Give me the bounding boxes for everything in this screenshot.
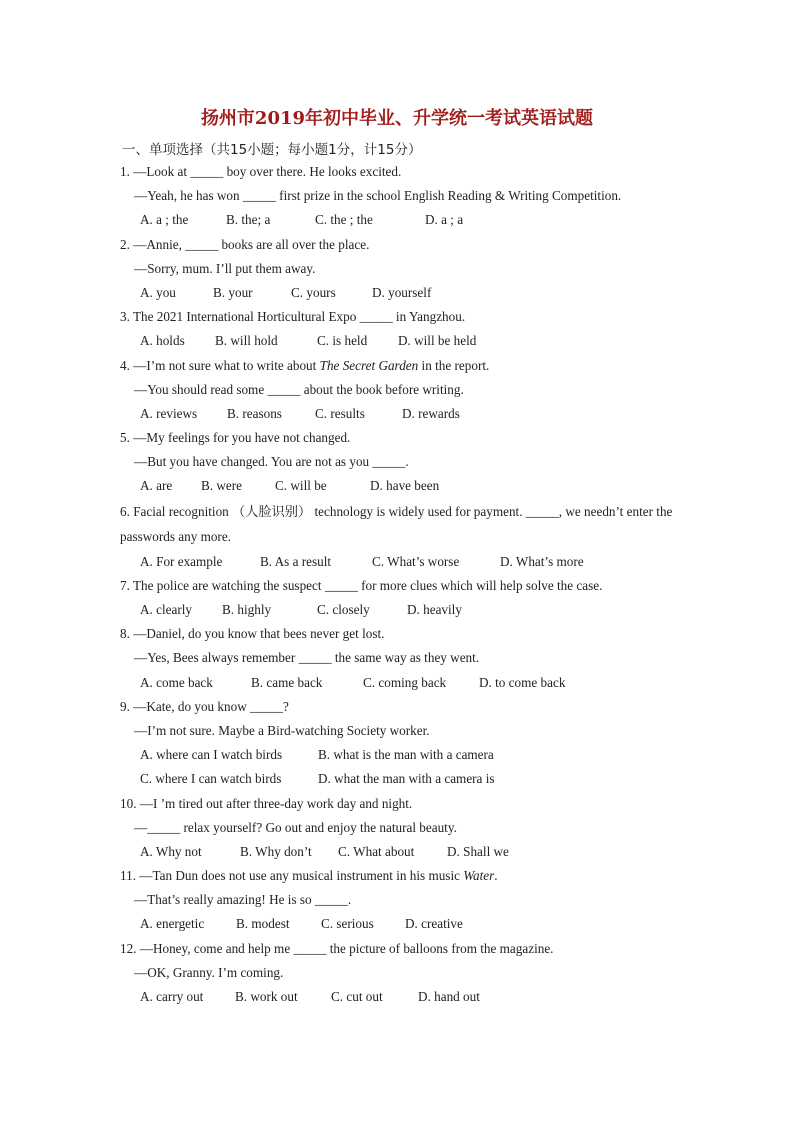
option-c: C. the ; the	[315, 212, 373, 228]
question-11-text-c: .	[494, 868, 498, 884]
question-8-options	[120, 671, 680, 695]
question-1-options	[120, 208, 680, 232]
option-d: D. have been	[370, 478, 440, 494]
question-11-text-a: 11. —Tan Dun does not use any musical instrument in his music	[120, 868, 464, 884]
question-5-options	[120, 474, 680, 498]
option-d: D. yourself	[372, 284, 432, 300]
question-12-line-1: 12. —Honey, come and help me _____ the picture of balloons from the magazine.	[120, 940, 554, 956]
question-6-options	[120, 550, 680, 574]
music-title: Water	[463, 868, 495, 884]
option-a: A. energetic	[140, 916, 205, 932]
question-list	[120, 160, 680, 1009]
question-2-line-2: —Sorry, mum. I’ll put them away.	[134, 260, 316, 276]
option-d: D. What’s more	[500, 553, 584, 569]
option-d: D. to come back	[479, 674, 566, 690]
option-b: B. Why don’t	[240, 843, 312, 859]
option-a: A. clearly	[140, 602, 192, 617]
option-c: C. What’s worse	[372, 553, 460, 569]
option-c: C. cut out	[331, 989, 383, 1004]
question-3-options	[120, 329, 680, 353]
question-1-line-1: 1. —Look at _____ boy over there. He looks excited.	[120, 164, 402, 179]
option-a: A. Why not	[140, 843, 202, 859]
question-10-line-2: —_____ relax yourself? Go out and enjoy the natural beauty.	[134, 819, 457, 835]
question-4-options	[120, 402, 680, 426]
question-7-options	[120, 598, 680, 622]
option-a: A. For example	[140, 553, 223, 569]
question-11-line-1	[120, 864, 680, 888]
option-b: B. what is the man with a camera	[318, 747, 494, 763]
question-11-line-2: —That’s really amazing! He is so _____.	[134, 892, 352, 908]
question-9-options-row-2	[120, 767, 680, 791]
question-4-text-c: in the report.	[418, 357, 490, 373]
question-3-line-1: 3. The 2021 International Horticultural Expo _____ in Yangzhou.	[120, 309, 466, 325]
question-12-options	[120, 985, 680, 1009]
option-b: B. work out	[235, 989, 298, 1004]
option-c: C. where I can watch birds	[140, 771, 282, 787]
option-a: A. reviews	[140, 405, 198, 421]
option-b: B. modest	[236, 916, 290, 932]
question-11-options	[120, 912, 680, 936]
question-8-line-2: —Yes, Bees always remember _____ the same way as they went.	[134, 650, 480, 666]
question-8-line-1: 8. —Daniel, do you know that bees never get lost.	[120, 626, 385, 642]
option-d: D. will be held	[398, 333, 477, 349]
question-2-options	[120, 281, 680, 305]
question-1-line-2: —Yeah, he has won _____ first prize in the school English Reading & Writing Competition.	[134, 188, 622, 204]
option-b: B. highly	[222, 602, 272, 617]
question-4-line-1	[120, 354, 680, 378]
option-a: A. are	[140, 478, 173, 494]
book-title: The Secret Garden	[319, 357, 419, 373]
option-c: C. coming back	[363, 674, 447, 690]
option-d: D. Shall we	[447, 843, 509, 859]
option-a: A. where can I watch birds	[140, 747, 283, 763]
option-d: D. a ; a	[425, 212, 464, 228]
option-d: D. hand out	[418, 989, 480, 1004]
option-a: A. a ; the	[140, 212, 189, 228]
option-c: C. serious	[321, 916, 374, 932]
option-a: A. carry out	[140, 989, 204, 1004]
option-d: D. creative	[405, 916, 463, 932]
option-c: C. closely	[317, 602, 370, 617]
question-4-line-2: —You should read some _____ about the book before writing.	[134, 381, 464, 397]
question-7-line-1: 7. The police are watching the suspect _____ for more clues which will help solve the case.	[120, 577, 603, 593]
option-a: A. you	[140, 284, 176, 300]
option-b: B. your	[213, 284, 253, 300]
page-title: 扬州市2019年初中毕业、升学统一考试英语试题	[200, 108, 594, 129]
option-c: C. yours	[291, 284, 336, 300]
question-2-line-1: 2. —Annie, _____ books are all over the place.	[120, 236, 370, 252]
option-d: D. heavily	[407, 602, 462, 617]
option-c: C. results	[315, 405, 365, 421]
question-9-options-row-1	[120, 743, 680, 767]
option-b: B. will hold	[215, 333, 278, 349]
option-a: A. holds	[140, 333, 185, 349]
question-5-line-1: 5. —My feelings for you have not changed.	[120, 430, 351, 446]
question-9-line-1: 9. —Kate, do you know _____?	[120, 698, 289, 714]
option-b: B. As a result	[260, 553, 332, 569]
option-d: D. what the man with a camera is	[318, 771, 495, 787]
option-b: B. came back	[251, 674, 323, 690]
section-heading: 一、单项选择（共15小题；每小题1分，计15分）	[122, 142, 422, 158]
question-4-text-a: 4. —I’m not sure what to write about	[120, 357, 320, 373]
option-c: C. What about	[338, 843, 415, 859]
question-9-line-2: —I’m not sure. Maybe a Bird-watching Society worker.	[134, 722, 430, 738]
option-a: A. come back	[140, 674, 213, 690]
question-10-options	[120, 840, 680, 864]
question-10-line-1: 10. —I ’m tired out after three-day work day and night.	[120, 795, 413, 811]
question-5-line-2: —But you have changed. You are not as you _____.	[134, 454, 409, 470]
option-d: D. rewards	[402, 405, 460, 421]
question-12-line-2: —OK, Granny. I’m coming.	[134, 964, 284, 980]
option-b: B. the; a	[226, 212, 271, 228]
question-6-line-1: 6. Facial recognition （人脸识别） technology is widely used for payment. _____, we needn’t enter the passwords any more.	[120, 503, 673, 545]
option-c: C. is held	[317, 333, 368, 349]
option-b: B. reasons	[227, 405, 282, 421]
option-b: B. were	[201, 478, 243, 494]
option-c: C. will be	[275, 478, 327, 494]
